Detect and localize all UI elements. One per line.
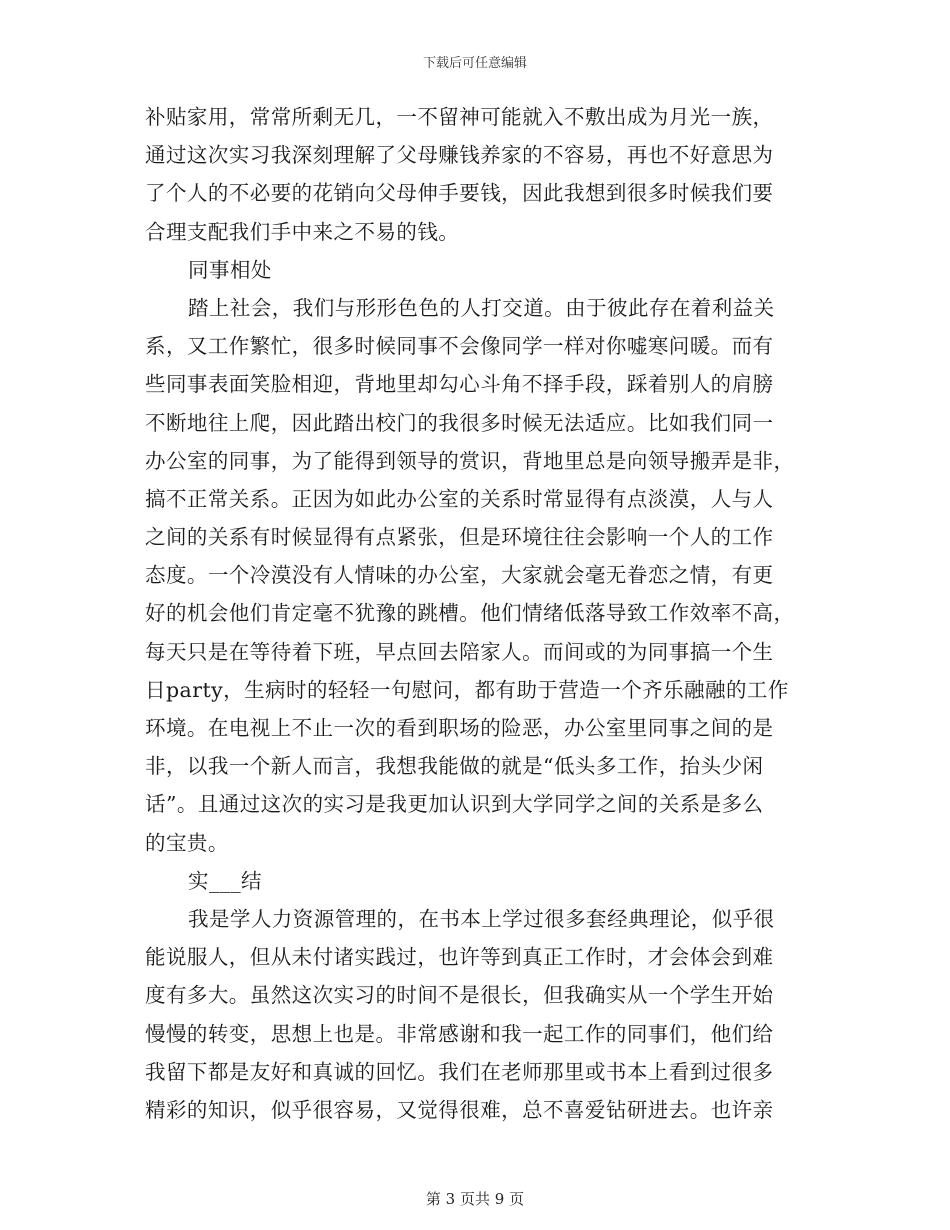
text-line: 办公室的同事，为了能得到领导的赏识，背地里总是向领导搬弄是非， [145,448,795,473]
text-line: 环境。在电视上不止一次的看到职场的险恶，办公室里同事之间的是 [145,716,774,740]
text-line: 态度。一个冷漠没有人情味的办公室，大家就会毫无眷恋之情，有更 [145,563,774,588]
text-line: 度有多大。虽然这次实习的时间不是很长，但我确实从一个学生开始 [145,983,774,1008]
text-line: 补贴家用，常常所剩无几，一不留神可能就入不敷出成为月光一族， [145,105,774,129]
text-line: 的宝贵。 [145,830,229,855]
document-body [145,98,815,1129]
text-line: 合理支配我们手中来之不易的钱。 [145,219,460,244]
text-line: 非，以我一个新人而言，我想我能做的就是“低头多工作，抬头少闲 [145,754,764,779]
text-line: 通过这次实习我深刻理解了父母赚钱养家的不容易，再也不好意思为 [145,143,774,168]
text-line: 踏上社会，我们与形形色色的人打交道。由于彼此存在着利益关 [188,295,775,320]
text-line: 搞不正常关系。正因为如此办公室的关系时常显得有点淡漠，人与人 [145,486,774,511]
text-line: 每天只是在等待着下班，早点回去陪家人。而间或的为同事搞一个生 [145,639,774,664]
text-line: 实___结 [188,868,262,893]
text-line: 我是学人力资源管理的，在书本上学过很多套经典理论，似乎很 [188,906,775,931]
text-line: 系，又工作繁忙，很多时候同事不会像同学一样对你嘘寒问暖。而有 [145,334,774,359]
page-number-footer: 第 3 页共 9 页 [425,1190,525,1208]
text-line: 好的机会他们肯定毫不犹豫的跳槽。他们情绪低落导致工作效率不高， [145,601,795,626]
text-line: 同事相处 [188,257,272,282]
text-line: 话”。且通过这次的实习是我更加认识到大学同学之间的关系是多么 [145,792,764,817]
text-line: 我留下都是友好和真诚的回忆。我们在老师那里或书本上看到过很多 [145,1059,774,1084]
text-line: 精彩的知识，似乎很容易，又觉得很难，总不喜爱钻研进去。也许亲 [145,1097,774,1122]
text-line: 了个人的不必要的花销向父母伸手要钱，因此我想到很多时候我们要 [145,181,774,206]
text-line: 能说服人，但从未付诸实践过，也许等到真正工作时，才会体会到难 [145,945,774,970]
text-line: 日party，生病时的轻轻一句慰问，都有助于营造一个齐乐融融的工作 [145,677,789,702]
page-header: 下载后可任意编辑 [422,56,527,71]
text-line: 之间的关系有时候显得有点紧张，但是环境往往会影响一个人的工作 [145,525,774,550]
text-line: 慢慢的转变，思想上也是。非常感谢和我一起工作的同事们，他们给 [145,1021,774,1046]
text-line: 些同事表面笑脸相迎，背地里却勾心斗角不择手段，踩着别人的肩膀 [145,372,774,397]
text-line: 不断地往上爬，因此踏出校门的我很多时候无法适应。比如我们同一 [145,410,774,435]
